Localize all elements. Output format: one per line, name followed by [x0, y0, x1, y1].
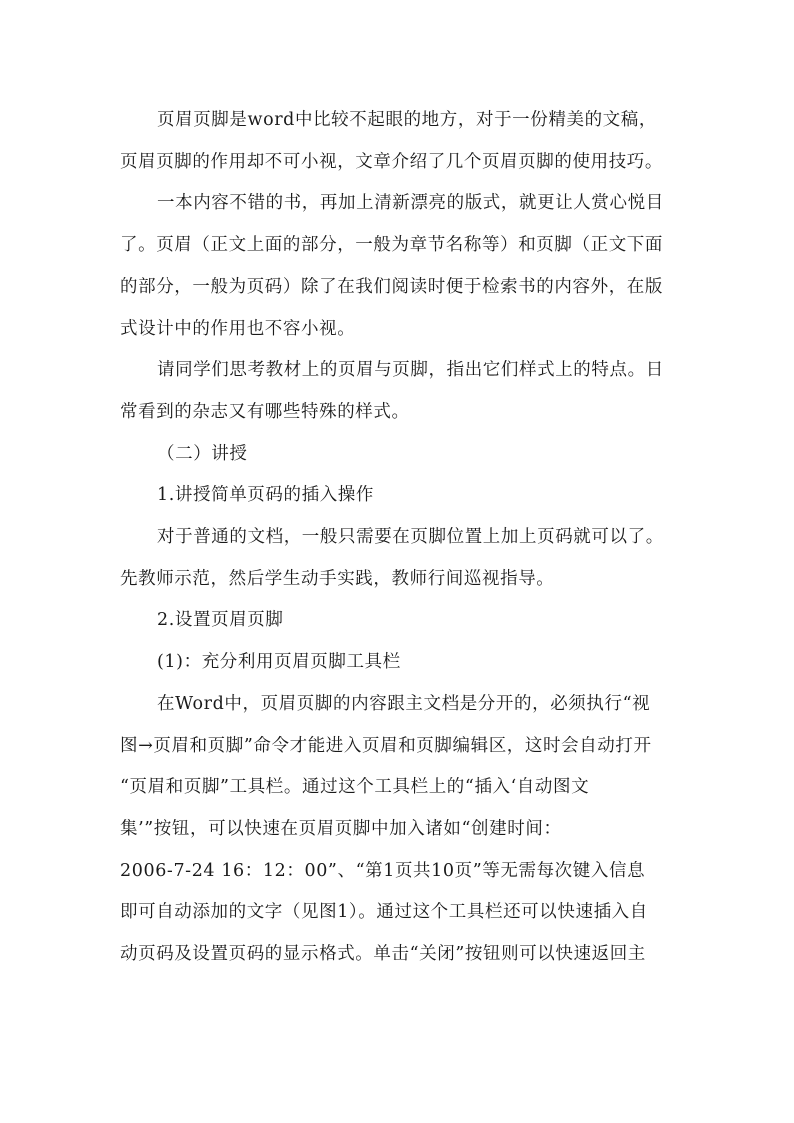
- paragraph-book-layout: [120, 183, 680, 350]
- text-line: (1)：充分利用页眉页脚工具栏: [157, 652, 401, 673]
- text-line: 了。页眉（正文上面的部分，一般为章节名称等）和页脚（正文下面: [120, 235, 663, 256]
- paragraph-intro: [120, 100, 680, 183]
- document-body: [120, 100, 680, 976]
- text-line: 常看到的杂志又有哪些特殊的样式。: [120, 401, 410, 422]
- text-line: 在Word中，页眉页脚的内容跟主文档是分开的，必须执行“视: [157, 693, 651, 714]
- text-line: 式设计中的作用也不容小视。: [120, 318, 356, 339]
- text-line: 页眉页脚的作用却不可小视，文章介绍了几个页眉页脚的使用技巧。: [120, 151, 663, 172]
- text-line: 即可自动添加的文字（见图1）。通过这个工具栏还可以快速插入自: [120, 902, 648, 923]
- subheading-page-number: [120, 475, 680, 517]
- text-line: 2006-7-24 16：12：00”、“第1页共10页”等无需每次键入信息: [120, 860, 646, 881]
- paragraph-toolbar-usage: [120, 684, 680, 976]
- paragraph-student-task: [120, 350, 680, 433]
- text-line: 图→页眉和页脚”命令才能进入页眉和页脚编辑区，这时会自动打开: [120, 735, 652, 756]
- subheading-header-footer: [120, 600, 680, 642]
- section-heading-teaching: [120, 434, 680, 476]
- paragraph-page-number: [120, 517, 680, 600]
- text-line: 的部分，一般为页码）除了在我们阅读时便于检索书的内容外，在版: [120, 276, 663, 297]
- text-line: （二）讲授: [157, 443, 248, 464]
- text-line: 1.讲授简单页码的插入操作: [157, 485, 374, 506]
- text-line: “页眉和页脚”工具栏。通过这个工具栏上的“插入‘自动图文: [120, 777, 590, 798]
- subheading-toolbar: [120, 642, 680, 684]
- text-line: 2.设置页眉页脚: [157, 610, 284, 631]
- text-line: 页眉页脚是word中比较不起眼的地方，对于一份精美的文稿，: [157, 110, 657, 130]
- text-line: 请同学们思考教材上的页眉与页脚，指出它们样式上的特点。日: [157, 360, 664, 381]
- text-line: 集’”按钮，可以快速在页眉页脚中加入诸如“创建时间：: [120, 818, 562, 839]
- text-line: 先教师示范，然后学生动手实践，教师行间巡视指导。: [120, 568, 555, 589]
- text-line: 一本内容不错的书，再加上清新漂亮的版式，就更让人赏心悦目: [157, 193, 664, 214]
- text-line: 动页码及设置页码的显示格式。单击“关闭”按钮则可以快速返回主: [120, 944, 646, 965]
- text-line: 对于普通的文档，一般只需要在页脚位置上加上页码就可以了。: [157, 527, 664, 548]
